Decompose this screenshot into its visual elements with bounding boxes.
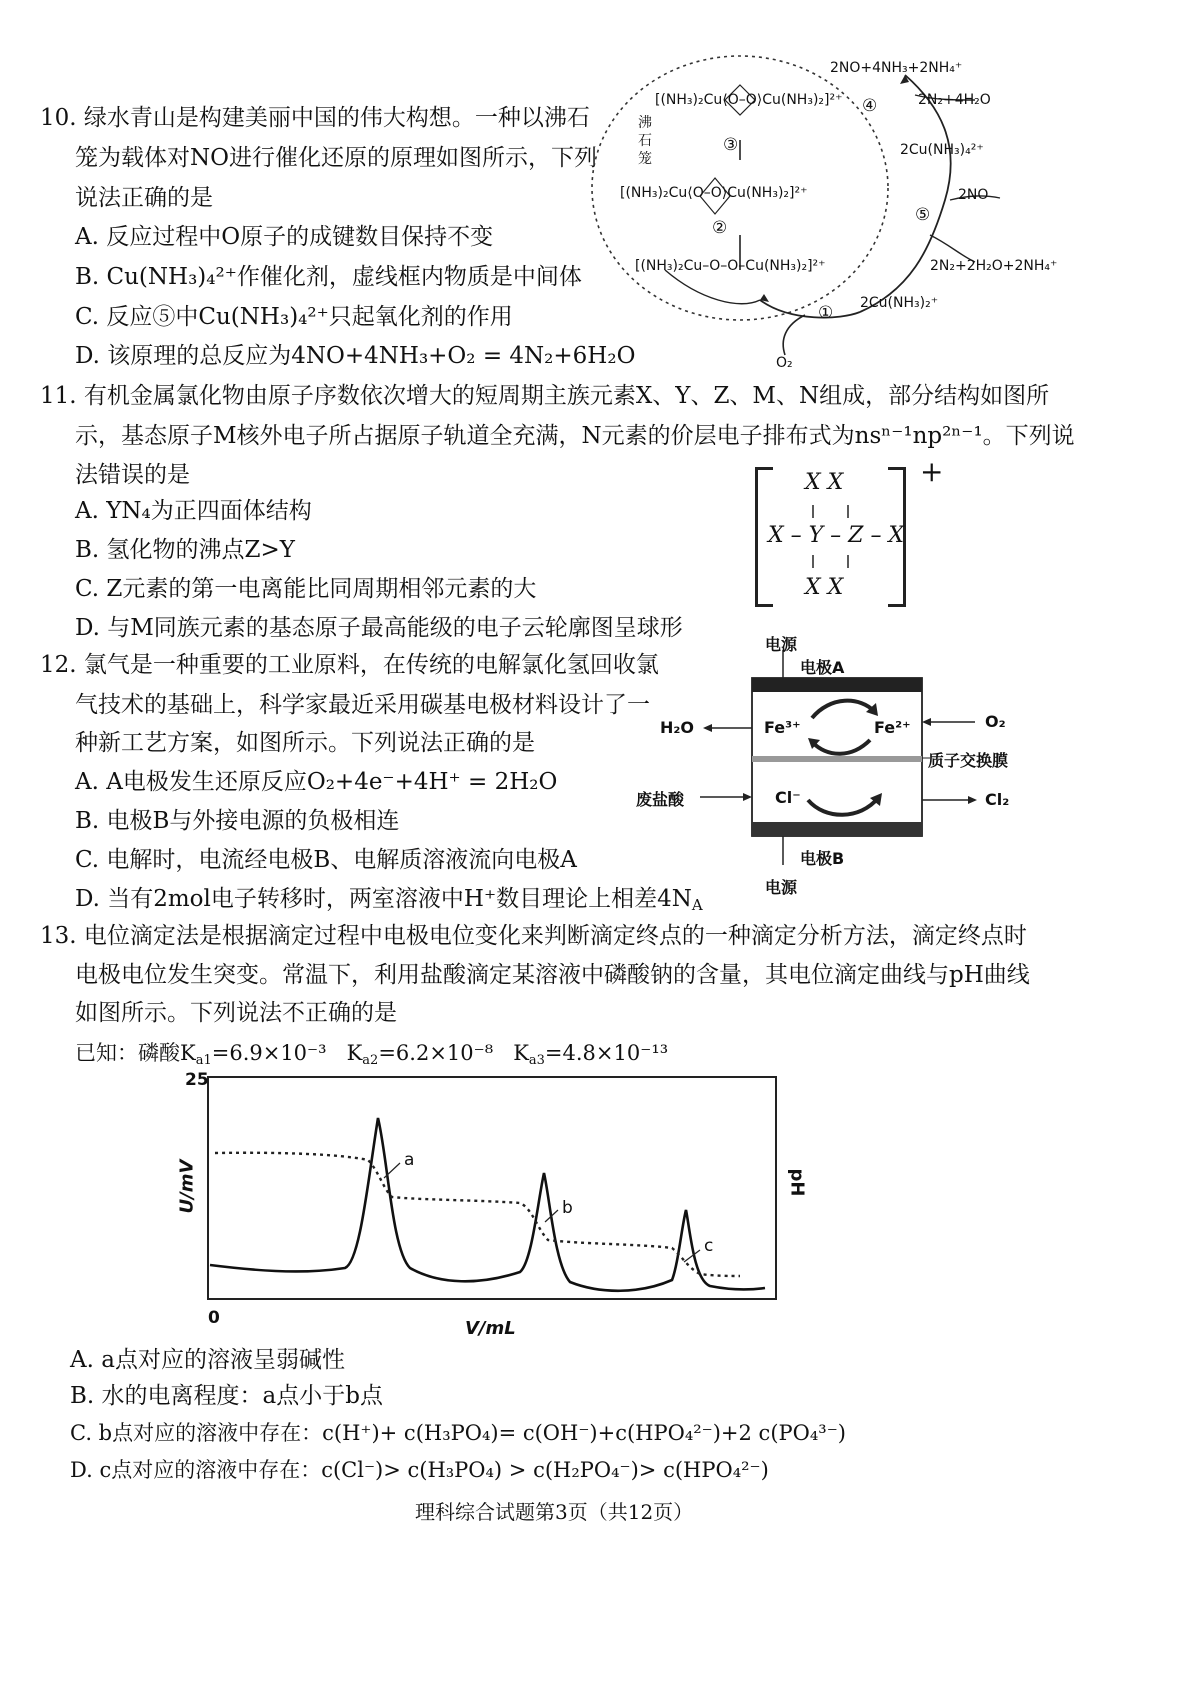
structure-row-mid: X – Y – Z – X [768, 523, 905, 548]
q10-stem-line1: 10. 绿水青山是构建美丽中国的伟大构想。一种以沸石 [40, 105, 590, 131]
zeolite-label-2: 石 [638, 133, 652, 149]
step1-label: ① [818, 303, 834, 323]
power-top-label: 电源 [765, 635, 798, 654]
q13-option-c: C. b点对应的溶液中存在：c(H⁺)+ c(H₃PO₄)= c(OH⁻)+c(HPO₄²⁻)+2 c(PO₄³⁻) [70, 1421, 846, 1445]
step4-label: ④ [862, 96, 878, 116]
electrode-a-label: 电极A [800, 658, 845, 677]
q12-stem-line2: 气技术的基础上，科学家最近采用碳基电极材料设计了一 [75, 692, 650, 718]
waste-acid-label: 废盐酸 [636, 790, 685, 809]
o2-label: O₂ [985, 712, 1006, 731]
h2o-label: H₂O [660, 718, 694, 737]
q13-known-constants: 已知：磷酸Ka1=6.9×10⁻³ Ka2=6.2×10⁻⁸ Ka3=4.8×10⁻¹³ [75, 1041, 669, 1068]
y-top-tick: 25 [185, 1070, 209, 1090]
x-axis-label: V/mL [465, 1318, 516, 1339]
q10-option-a: A. 反应过程中O原子的成键数目保持不变 [75, 224, 494, 250]
fe3-label: Fe³⁺ [764, 718, 801, 737]
cl-minus-label: Cl⁻ [775, 788, 801, 807]
q11-option-d: D. 与M同族元素的基态原子最高能级的电子云轮廓图呈球形 [75, 615, 683, 641]
q12-option-c: C. 电解时，电流经电极B、电解质溶液流向电极A [75, 847, 577, 873]
q11-stem-line2: 示，基态原子M核外电子所占据原子轨道全充满，N元素的价层电子排布式为nsⁿ⁻¹np²ⁿ⁻¹。下列说 [75, 423, 1075, 449]
electrode-b-label: 电极B [800, 849, 845, 868]
step5-products: 2N₂+2H₂O+2NH₄⁺ [930, 258, 1058, 274]
point-c-label: c [704, 1236, 714, 1256]
ph-curve [215, 1153, 740, 1276]
y-axis-right-label: pH [786, 1168, 808, 1197]
cl2-label: Cl₂ [985, 790, 1010, 809]
q10-top-complex: [(NH₃)₂Cu⟨O–O⟩Cu(NH₃)₂]²⁺ [655, 92, 843, 108]
q11-option-b: B. 氢化物的沸点Z>Y [75, 537, 295, 563]
q13-stem-line2: 电极电位发生突变。常温下，利用盐酸滴定某溶液中磷酸钠的含量，其电位滴定曲线与pH曲线 [75, 962, 1030, 988]
y-axis-left-label: U/mV [176, 1159, 198, 1214]
q10-mid-complex: [(NH₃)₂Cu⟨O–O⟩Cu(NH₃)₂]²⁺ [620, 185, 808, 201]
power-bottom-label: 电源 [765, 878, 798, 897]
zeolite-label-1: 沸 [638, 115, 652, 131]
x-origin-tick: 0 [208, 1308, 220, 1328]
point-b-label: b [562, 1198, 573, 1218]
page-footer: 理科综合试题第3页（共12页） [415, 1500, 694, 1524]
q10-stem-line3: 说法正确的是 [75, 185, 213, 211]
zeolite-label-3: 笼 [638, 151, 652, 167]
q12-stem-line3: 种新工艺方案，如图所示。下列说法正确的是 [75, 730, 535, 756]
q11-stem-line3: 法错误的是 [75, 462, 190, 488]
step5-reactant: 2NO [958, 187, 989, 203]
membrane-label: 质子交换膜 [928, 751, 1009, 770]
q10-option-b: B. Cu(NH₃)₄²⁺作催化剂，虚线框内物质是中间体 [75, 264, 582, 290]
q12-stem-line1: 12. 氯气是一种重要的工业原料，在传统的电解氯化氢回收氯 [40, 652, 659, 678]
q13-option-b: B. 水的电离程度：a点小于b点 [70, 1383, 383, 1409]
o2-input-label: O₂ [776, 355, 793, 371]
q13-option-a: A. a点对应的溶液呈弱碱性 [70, 1347, 345, 1373]
chart-frame [208, 1077, 776, 1299]
step5-label: ⑤ [915, 205, 931, 225]
q13-option-d: D. c点对应的溶液中存在：c(Cl⁻)> c(H₃PO₄) > c(H₂PO₄⁻)> c(HPO₄²⁻) [70, 1458, 769, 1482]
structure-row-top: X X [805, 470, 844, 495]
step4-products: 2N₂+4H₂O [918, 92, 991, 108]
potential-curve [210, 1118, 765, 1291]
q12-option-a: A. A电极发生还原反应O₂+4e⁻+4H⁺ = 2H₂O [75, 769, 558, 795]
q12-option-d: D. 当有2mol电子转移时，两室溶液中H⁺数目理论上相差4NA [75, 886, 703, 914]
structure-row-bottom: X X [805, 575, 844, 600]
q10-stem-line2: 笼为载体对NO进行催化还原的原理如图所示，下列 [75, 145, 597, 171]
point-a-label: a [404, 1150, 415, 1170]
ion-charge: + [920, 455, 944, 488]
q10-option-c: C. 反应⑤中Cu(NH₃)₄²⁺只起氧化剂的作用 [75, 304, 513, 330]
q11-option-a: A. YN₄为正四面体结构 [75, 498, 312, 524]
q10-option-d: D. 该原理的总反应为4NO+4NH₃+O₂ = 4N₂+6H₂O [75, 343, 636, 369]
q13-stem-line1: 13. 电位滴定法是根据滴定过程中电极电位变化来判断滴定终点的一种滴定分析方法，滴定终点时 [40, 923, 1027, 949]
q13-stem-line3: 如图所示。下列说法不正确的是 [75, 1000, 397, 1026]
q11-option-c: C. Z元素的第一电离能比同周期相邻元素的大 [75, 576, 537, 602]
cu-nh3-4-label: 2Cu(NH₃)₄²⁺ [900, 142, 984, 158]
fe2-label: Fe²⁺ [874, 718, 911, 737]
step2-label: ② [712, 218, 728, 238]
q11-stem-line1: 11. 有机金属氯化物由原子序数依次增大的短周期主族元素X、Y、Z、M、N组成，部分结构如图所 [40, 383, 1050, 409]
q10-bottom-complex: [(NH₃)₂Cu–O–O–Cu(NH₃)₂]²⁺ [635, 258, 826, 274]
q12-option-b: B. 电极B与外接电源的负极相连 [75, 808, 400, 834]
cu-nh3-2-label: 2Cu(NH₃)₂⁺ [860, 295, 939, 311]
step4-reactants: 2NO+4NH₃+2NH₄⁺ [830, 60, 963, 76]
step3-label: ③ [723, 135, 739, 155]
